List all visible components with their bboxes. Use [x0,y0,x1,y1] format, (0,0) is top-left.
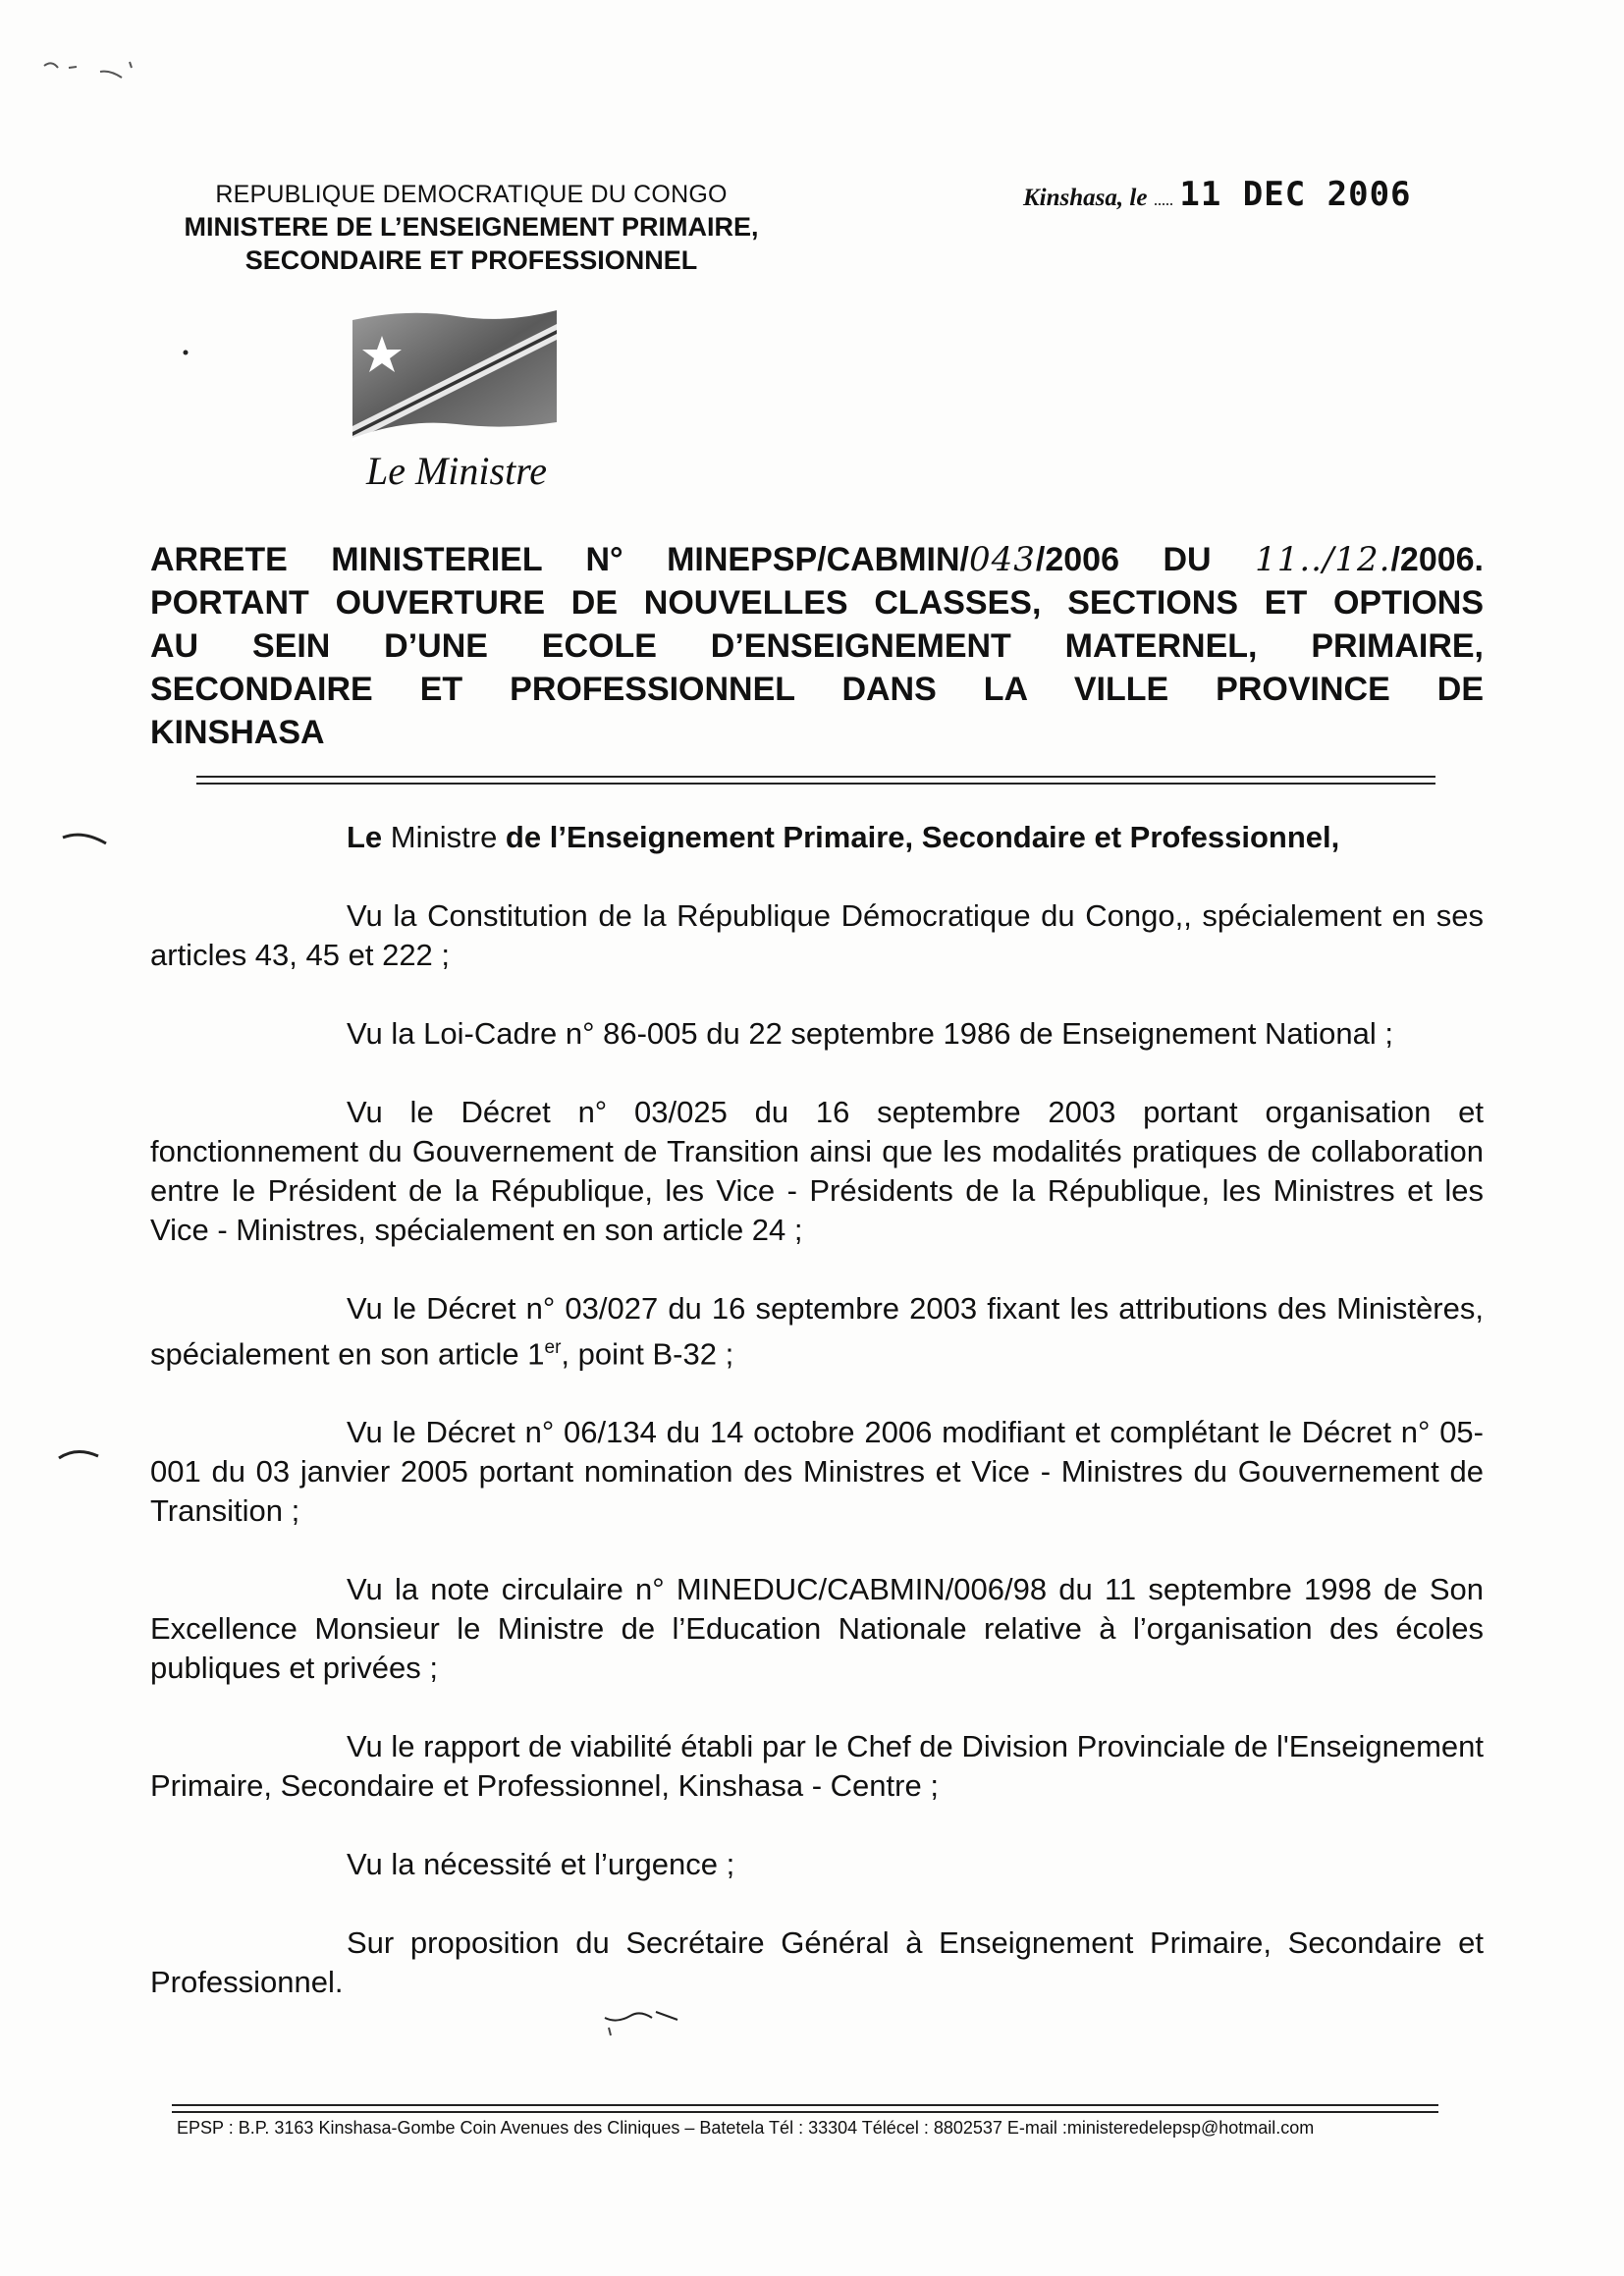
decret-027-superscript: er [544,1337,562,1358]
minister-heading-a: Le [347,820,391,854]
paragraph-decret-027 [150,1289,1484,1374]
handwritten-squiggle [601,1998,689,2037]
arrete-title-line-2: PORTANT OUVERTURE DE NOUVELLES CLASSES, SECTIONS ET OPTIONS [150,584,1484,622]
minister-heading [347,818,1484,857]
paragraph-proposition: Sur proposition du Secrétaire Général à Enseignement Primaire, Secondaire et Professionnel. [150,1925,1484,2000]
ministry-name-line-2: SECONDAIRE ET PROFESSIONNEL [244,245,698,275]
minister-heading-b: Ministre [390,820,498,854]
arrete-title-line-4: SECONDAIRE ET PROFESSIONNEL DANS LA VILLE PROVINCE DE [150,671,1484,708]
handwritten-date: 11../12. [1255,540,1391,579]
arrete-number-mid: /2006 DU [1035,541,1212,578]
paragraph-decret-134: Vu le Décret n° 06/134 du 14 octobre 2006 modifiant et complétant le Décret n° 05-001 du 03 janvier 2005 portant nomination des Ministres et Vice - Ministres du Gouvernement de Transition ; [150,1415,1484,1529]
date-stamp: 11 DEC 2006 [1179,175,1412,214]
document-body [150,818,1484,2038]
title-divider [196,776,1435,785]
letterhead [147,179,795,277]
paragraph-loi-cadre: Vu la Loi-Cadre n° 86-005 du 22 septembre 1986 de Enseignement National ; [347,1016,1393,1051]
date-dots [1155,203,1172,205]
paragraph-rapport: Vu le rapport de viabilité établi par le Chef de Division Provinciale de l'Enseignement Primaire, Secondaire et Professionnel, Kinshasa - Centre ; [150,1729,1484,1804]
country-name: REPUBLIQUE DEMOCRATIQUE DU CONGO [215,181,728,208]
minister-title: Le Ministre [365,449,548,493]
footer-divider [172,2104,1438,2113]
paragraph-constitution: Vu la Constitution de la République Démocratique du Congo,, spécialement en ses articles 43, 45 et 222 ; [150,898,1484,972]
minister-heading-c: de l’Enseignement Primaire, Secondaire et Professionnel, [497,820,1340,854]
margin-mark-1 [61,830,110,845]
place-date [1023,175,1416,214]
arrete-title-line-5: KINSHASA [150,714,325,751]
dot-mark [182,349,189,356]
margin-mark-2 [57,1448,106,1464]
ministry-name-line-1: MINISTERE DE L’ENSEIGNEMENT PRIMAIRE, [184,212,759,242]
arrete-number-prefix: ARRETE MINISTERIEL N° MINEPSP/CABMIN/ [150,541,969,578]
place-label: Kinshasa, le [1023,185,1148,211]
arrete-title-line-3: AU SEIN D’UNE ECOLE D’ENSEIGNEMENT MATERNEL, PRIMAIRE, [150,627,1484,665]
arrete-title [150,538,1484,754]
arrete-title-line-1 [150,538,1484,581]
flag-emblem [349,306,560,442]
scan-mark-top-left [39,54,147,88]
decret-027-text: Vu le Décret n° 03/027 du 16 septembre 2003 fixant les attributions des Ministères, spécialement en son article 1 [150,1291,1484,1372]
paragraph-decret-025: Vu le Décret n° 03/025 du 16 septembre 2003 portant organisation et fonctionnement du Gouvernement de Transition ainsi que les modalités pratiques de collaboration entre le Président de la République, les Vice - Présidents de la République, les Ministres et les Vice - Ministres, spécialement en son article 24 ; [150,1095,1484,1247]
arrete-year: /2006. [1390,541,1484,578]
decret-027-point: , point B-32 ; [561,1336,734,1372]
footer-address: EPSP : B.P. 3163 Kinshasa-Gombe Coin Avenues des Cliniques – Batetela Tél : 33304 Télécel : 8802537 E-mail :ministeredelepsp@hotmail.com [177,2118,1315,2138]
paragraph-urgence: Vu la nécessité et l’urgence ; [347,1847,735,1882]
paragraph-note-circulaire: Vu la note circulaire n° MINEDUC/CABMIN/006/98 du 11 septembre 1998 de Son Excellence Monsieur le Ministre de l’Education Nationale relative à l’organisation des écoles publiques et privées ; [150,1572,1484,1686]
handwritten-number: 043 [969,540,1036,579]
